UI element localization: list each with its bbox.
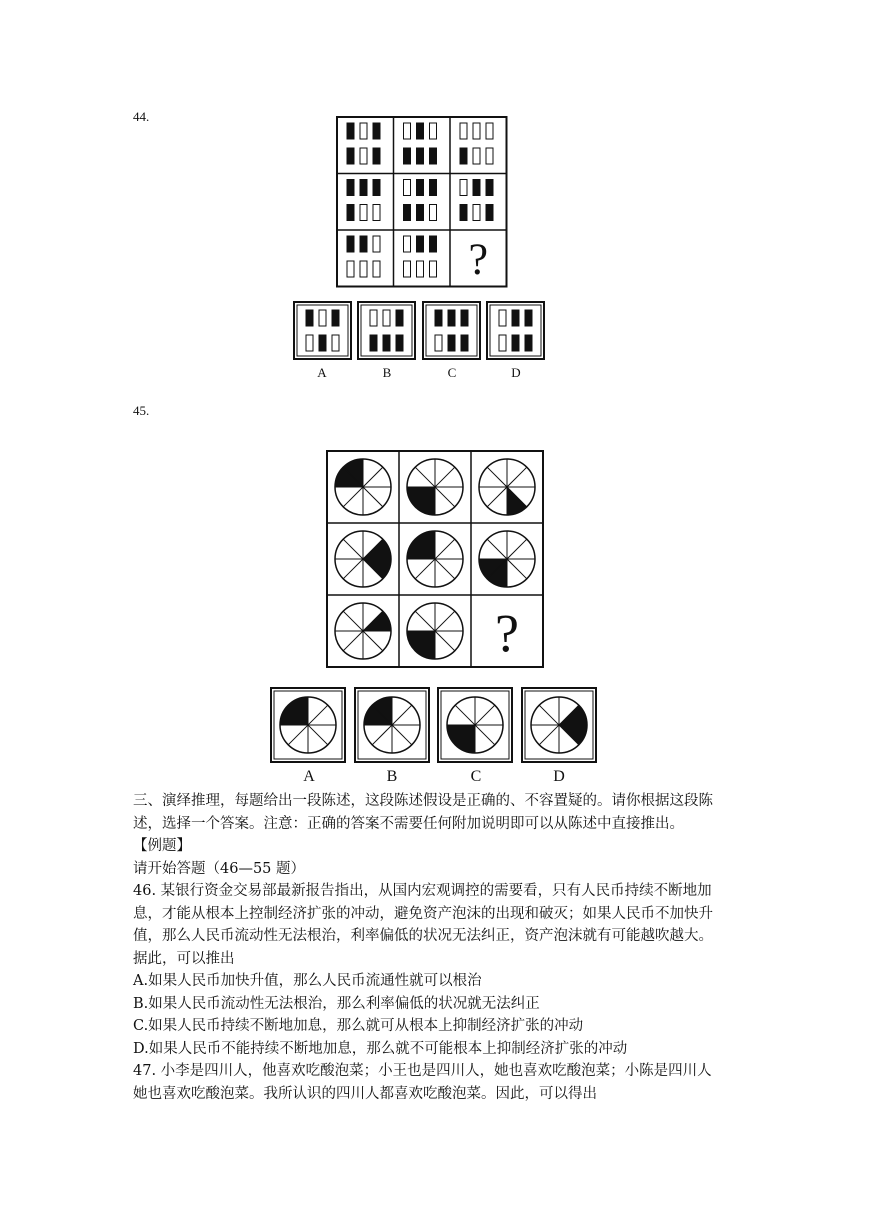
q47-stem-line-2: 她也喜欢吃酸泡菜。我所认识的四川人都喜欢吃酸泡菜。因此，可以得出 — [133, 1085, 597, 1102]
section-instruction-line-2: 述，选择一个答案。注意：正确的答案不需要任何附加说明即可以从陈述中直接推出。 — [133, 815, 684, 832]
white-bar — [373, 205, 380, 221]
black-bar — [306, 310, 313, 326]
q45-wheel-r1-c0 — [335, 531, 391, 587]
black-bar — [347, 205, 354, 221]
q45-wheel-r1-c2 — [479, 531, 535, 587]
question-45-figure — [260, 440, 610, 770]
q45-option-c-wheel — [447, 697, 503, 753]
black-bar — [430, 180, 437, 196]
q44-question-mark: ? — [468, 234, 489, 284]
black-bar — [461, 335, 468, 351]
q45-option-c-label: C — [470, 768, 482, 785]
black-bar — [404, 148, 411, 164]
q46-stem-line-3: 值，那么人民币流动性无法根治，利率偏低的状况无法纠正，资产泡沫就有可能越吹越大。 — [133, 928, 713, 944]
black-bar — [525, 310, 532, 326]
white-bar — [370, 310, 377, 326]
start-answering-line: 请开始答题（46—55 题） — [133, 860, 306, 877]
black-bar — [417, 123, 424, 139]
q46-stem-line-1: 46. 某银行资金交易部最新报告指出，从国内宏观调控的需要看，只有人民币持续不断地加 — [133, 883, 712, 899]
q46-stem-line-4: 据此，可以推出 — [133, 950, 235, 967]
q45-question-mark: ? — [495, 603, 519, 663]
white-bar — [347, 261, 354, 277]
black-bar — [512, 310, 519, 326]
black-bar — [332, 310, 339, 326]
black-bar — [417, 205, 424, 221]
q45-wheel-r0-c0 — [335, 459, 391, 515]
white-bar — [460, 180, 467, 196]
question-45-number: 45. — [133, 403, 150, 418]
section-instruction-line-1: 三、演绎推理，每题给出一段陈述，这段陈述假设是正确的、不容置疑的。请你根据这段陈 — [133, 793, 713, 809]
black-bar — [417, 236, 424, 252]
white-bar — [332, 335, 339, 351]
black-bar — [373, 180, 380, 196]
black-bar — [373, 123, 380, 139]
black-bar — [448, 335, 455, 351]
deductive-reasoning-section — [133, 790, 743, 1105]
white-bar — [486, 148, 493, 164]
black-bar — [347, 148, 354, 164]
black-bar — [370, 335, 377, 351]
black-bar — [525, 335, 532, 351]
white-bar — [473, 205, 480, 221]
black-bar — [486, 180, 493, 196]
black-bar — [396, 310, 403, 326]
q45-wheel-r0-c1 — [407, 459, 463, 515]
white-bar — [319, 310, 326, 326]
black-bar — [347, 123, 354, 139]
black-bar — [417, 148, 424, 164]
q44-option-b-label: B — [382, 365, 392, 380]
black-bar — [435, 310, 442, 326]
white-bar — [473, 123, 480, 139]
black-bar — [404, 205, 411, 221]
q46-stem-line-2: 息，才能从根本上控制经济扩张的冲动，避免资产泡沫的出现和破灭；如果人民币不加快升 — [133, 905, 713, 922]
q44-option-d-label: D — [511, 365, 521, 380]
q46-option-a[interactable]: A.如果人民币加快升值，那么人民币流通性就可以根治 — [133, 973, 482, 989]
q46-option-b[interactable]: B.如果人民币流动性无法根治，那么利率偏低的状况就无法纠正 — [133, 995, 540, 1012]
white-bar — [404, 236, 411, 252]
white-bar — [360, 148, 367, 164]
q45-wheel-r2-c0 — [335, 603, 391, 659]
q47-stem-line-1: 47. 小李是四川人，他喜欢吃酸泡菜；小王也是四川人，她也喜欢吃酸泡菜；小陈是四川人 — [133, 1063, 712, 1079]
q45-wheel-r1-c1 — [407, 531, 463, 587]
black-bar — [360, 180, 367, 196]
white-bar — [499, 310, 506, 326]
white-bar — [360, 261, 367, 277]
white-bar — [417, 261, 424, 277]
black-bar — [460, 148, 467, 164]
black-bar — [460, 205, 467, 221]
white-bar — [473, 148, 480, 164]
white-bar — [383, 310, 390, 326]
q45-wheel-r2-c1 — [407, 603, 463, 659]
white-bar — [360, 205, 367, 221]
white-bar — [486, 123, 493, 139]
question-44-figure — [280, 110, 570, 390]
black-bar — [512, 335, 519, 351]
white-bar — [499, 335, 506, 351]
q44-option-c-label: C — [447, 365, 457, 380]
white-bar — [460, 123, 467, 139]
black-bar — [347, 180, 354, 196]
black-bar — [347, 236, 354, 252]
q45-option-a-label: A — [303, 768, 315, 785]
q45-wheel-r0-c2 — [479, 459, 535, 515]
white-bar — [435, 335, 442, 351]
black-bar — [473, 180, 480, 196]
example-label: 【例题】 — [133, 838, 191, 854]
black-bar — [396, 335, 403, 351]
black-bar — [430, 236, 437, 252]
white-bar — [430, 261, 437, 277]
white-bar — [373, 236, 380, 252]
black-bar — [417, 180, 424, 196]
white-bar — [430, 123, 437, 139]
black-bar — [360, 236, 367, 252]
white-bar — [404, 123, 411, 139]
black-bar — [373, 148, 380, 164]
black-bar — [448, 310, 455, 326]
white-bar — [306, 335, 313, 351]
black-bar — [461, 310, 468, 326]
q46-option-c[interactable]: C.如果人民币持续不断地加息，那么就可从根本上抑制经济扩张的冲动 — [133, 1018, 584, 1034]
q45-option-a-wheel — [280, 697, 336, 753]
q45-option-b-wheel — [364, 697, 420, 753]
white-bar — [430, 205, 437, 221]
black-bar — [430, 148, 437, 164]
white-bar — [373, 261, 380, 277]
black-bar — [319, 335, 326, 351]
white-bar — [404, 180, 411, 196]
q45-option-b-label: B — [386, 768, 398, 785]
q45-option-d-wheel — [531, 697, 587, 753]
q45-option-d-label: D — [553, 768, 565, 785]
question-44-number: 44. — [133, 109, 150, 124]
black-bar — [383, 335, 390, 351]
black-bar — [486, 205, 493, 221]
white-bar — [404, 261, 411, 277]
white-bar — [360, 123, 367, 139]
q46-option-d[interactable]: D.如果人民币不能持续不断地加息，那么就不可能根本上抑制经济扩张的冲动 — [133, 1040, 628, 1057]
q44-option-a-label: A — [317, 365, 327, 380]
